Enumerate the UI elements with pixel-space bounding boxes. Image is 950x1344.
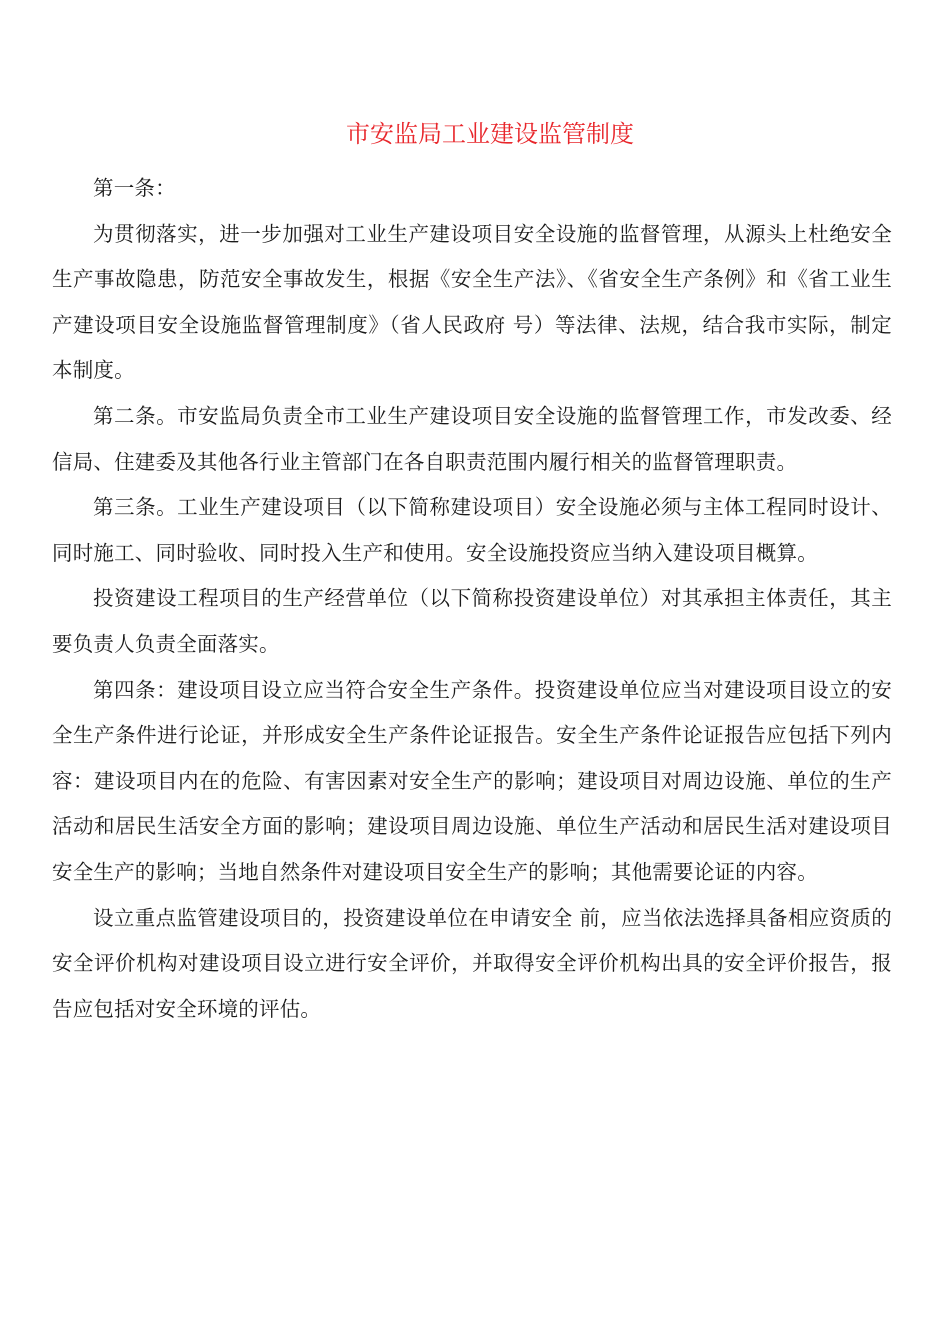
paragraph-article-4-evaluation: 设立重点监管建设项目的，投资建设单位在申请安全 前，应当依法选择具备相应资质的安全评价机构对建设项目设立进行安全评价，并取得安全评价机构出具的安全评价报告，报告应包括对安全环境的评估。 — [52, 905, 892, 1021]
paragraph-article-3: 第三条。工业生产建设项目（以下简称建设项目）安全设施必须与主体工程同时设计、同时施工、同时验收、同时投入生产和使用。安全设施投资应当纳入建设项目概算。 — [52, 495, 892, 565]
paragraph-article-1-heading: 第一条： — [93, 176, 176, 200]
document-title: 市安监局工业建设监管制度 — [346, 120, 634, 148]
paragraph-article-3-responsibility: 投资建设工程项目的生产经营单位（以下简称投资建设单位）对其承担主体责任，其主要负责人负责全面落实。 — [52, 586, 892, 656]
paragraph-article-1-body: 为贯彻落实，进一步加强对工业生产建设项目安全设施的监督管理，从源头上杜绝安全生产事故隐患，防范安全事故发生，根据《安全生产法》、《省安全生产条例》和《省工业生产建设项目安全设施监督管理制度》（省人民政府 号）等法律、法规，结合我市实际，制定本制度。 — [52, 221, 892, 383]
document-body — [52, 166, 892, 1032]
paragraph-article-2: 第二条。市安监局负责全市工业生产建设项目安全设施的监督管理工作，市发改委、经信局、住建委及其他各行业主管部门在各自职责范围内履行相关的监督管理职责。 — [52, 403, 892, 474]
paragraph-article-4: 第四条：建设项目设立应当符合安全生产条件。投资建设单位应当对建设项目设立的安全生产条件进行论证，并形成安全生产条件论证报告。安全生产条件论证报告应包括下列内容：建设项目内在的危险、有害因素对安全生产的影响；建设项目对周边设施、单位的生产活动和居民生活安全方面的影响；建设项目周边设施、单位生产活动和居民生活对建设项目安全生产的影响；当地自然条件对建设项目安全生产的影响；其他需要论证的内容。 — [52, 677, 892, 884]
